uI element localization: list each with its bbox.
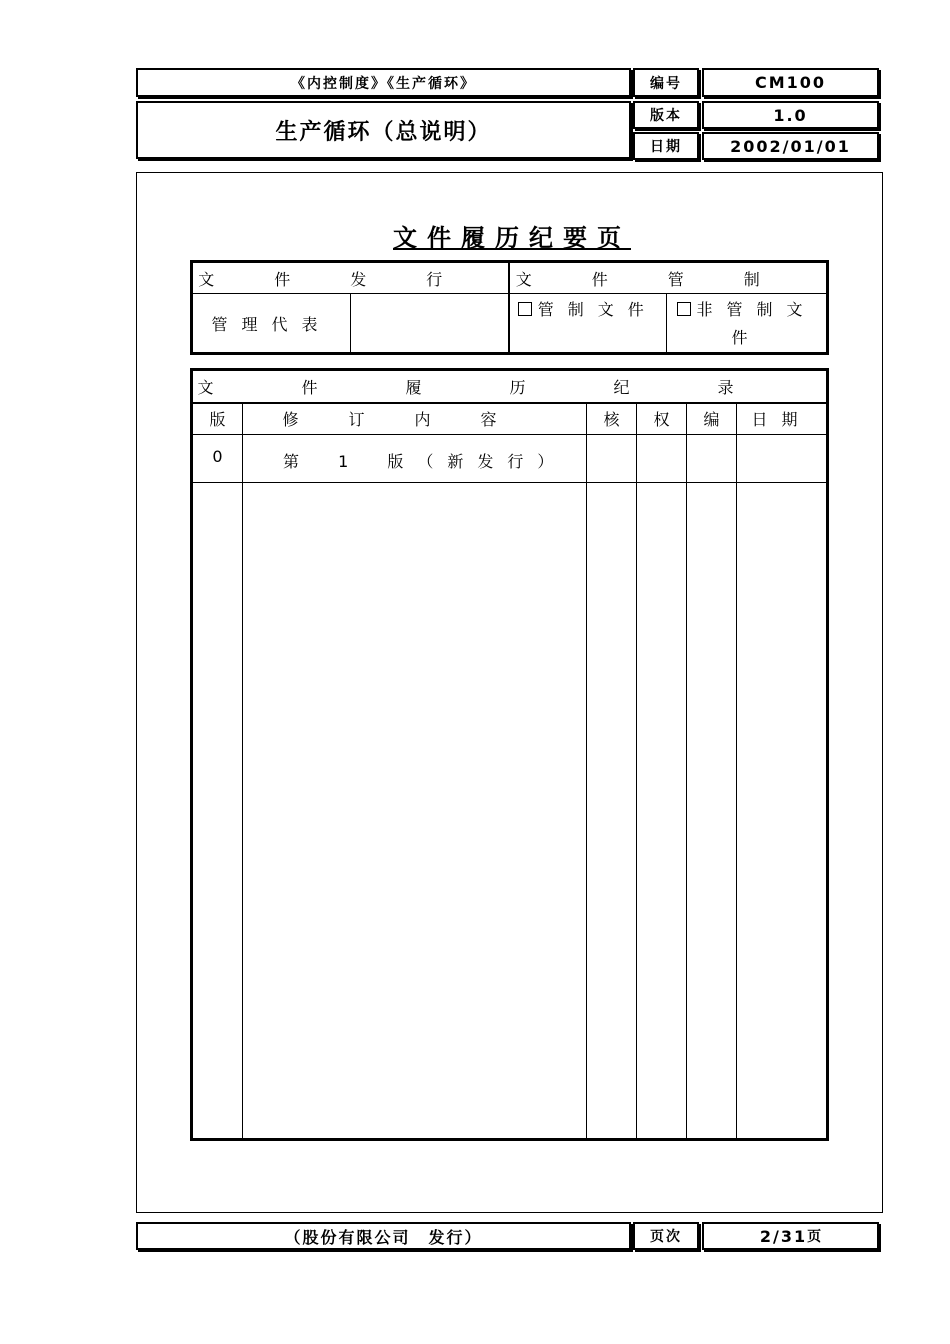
version-value-text: 1.0: [773, 105, 808, 125]
row-content-num: 1: [338, 451, 363, 471]
history-title: 文件履历纪录: [193, 371, 827, 403]
empty-cell: [243, 482, 587, 1138]
number-value-text: CM100: [754, 73, 827, 92]
table-row-empty: [193, 482, 827, 1138]
col-approve: 权: [637, 403, 687, 435]
page-label-text: 页次: [650, 1229, 682, 1245]
col-date: 日期: [737, 403, 827, 435]
version-label: [633, 101, 699, 129]
control-header: 文件管制: [509, 263, 827, 294]
main-title: [136, 101, 631, 159]
doc-title: 文件履历纪要页: [393, 224, 631, 252]
page-value: [702, 1222, 879, 1250]
date-label-text: 日期: [650, 139, 682, 155]
history-table: [192, 370, 827, 1139]
number-label-text: 编号: [650, 75, 682, 92]
col-version: 版: [193, 403, 243, 435]
number-value: [702, 68, 879, 97]
version-label-text: 版本: [650, 108, 682, 124]
row-version: 0: [193, 434, 243, 482]
mgmt-rep-value[interactable]: [351, 294, 509, 353]
version-value: [702, 101, 879, 129]
series-title-text: 《内控制度》《生产循环》: [291, 75, 476, 92]
page-unit-text: 页: [807, 1229, 822, 1245]
row-content-suffix: 版（新发行）: [387, 451, 568, 471]
footer-issuer: [136, 1222, 631, 1250]
row-content: [243, 434, 587, 482]
uncontrolled-doc-option[interactable]: [667, 294, 827, 353]
controlled-doc-option[interactable]: [509, 294, 667, 353]
empty-cell: [637, 482, 687, 1138]
row-review: [587, 434, 637, 482]
mgmt-rep-label: 管理代表: [193, 294, 351, 353]
page-label: [633, 1222, 699, 1250]
row-edit: [687, 434, 737, 482]
uncontrolled-doc-label: 非管制文件: [696, 300, 817, 347]
footer-issuer-text: （股份有限公司 发行）: [284, 1227, 483, 1247]
date-label: [633, 132, 699, 160]
empty-cell: [587, 482, 637, 1138]
empty-cell: [193, 482, 243, 1138]
col-content: 修订内容: [243, 403, 587, 435]
number-label: [633, 68, 699, 97]
main-title-text: 生产循环（总说明）: [275, 119, 492, 145]
controlled-doc-label: 管制文件: [537, 300, 658, 319]
issue-control-table: [192, 262, 827, 353]
empty-cell: [687, 482, 737, 1138]
issue-header: 文件发行: [193, 263, 509, 294]
table-row: [193, 434, 827, 482]
row-approve: [637, 434, 687, 482]
date-value: [702, 132, 879, 160]
col-review: 核: [587, 403, 637, 435]
date-value-text: 2002/01/01: [730, 136, 851, 156]
empty-cell: [737, 482, 827, 1138]
series-title: [136, 68, 631, 97]
row-date: [737, 434, 827, 482]
col-edit: 编: [687, 403, 737, 435]
page-value-text: 2/31: [759, 1226, 808, 1246]
row-content-prefix: 第: [283, 451, 314, 471]
checkbox-icon[interactable]: [677, 302, 691, 316]
checkbox-icon[interactable]: [518, 302, 532, 316]
